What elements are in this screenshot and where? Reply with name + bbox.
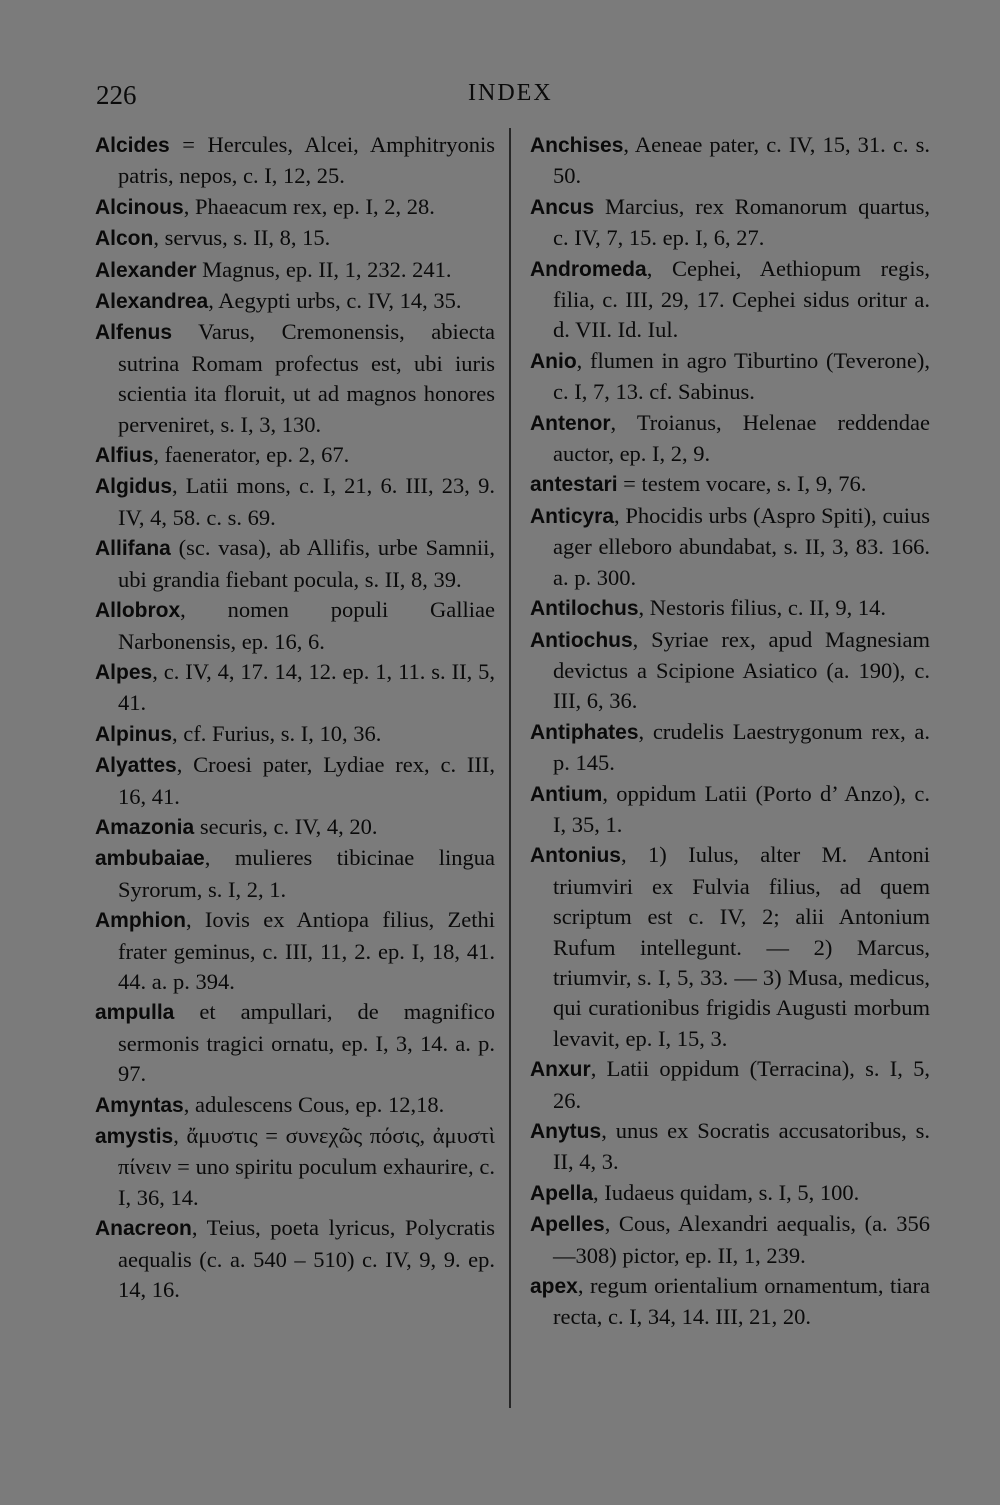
index-entry (530, 469, 930, 500)
entry-headword: Anchises (530, 134, 624, 157)
entry-headword: amystis (95, 1125, 174, 1148)
entry-text: , Cephei, Aethiopum regis, filia, c. III, 29, 17. Cephei sidus oritur a. d. VII. Id. Iul. (553, 255, 930, 343)
entry-text: Marcius, rex Romanorum quartus, c. IV, 7, 15. ep. I, 6, 27. (553, 193, 930, 251)
index-entry (530, 1209, 930, 1271)
entry-headword: Anacreon (95, 1217, 192, 1241)
entry-headword: Alpinus (95, 722, 172, 746)
entry-text: , Aeneae pater, c. IV, 15, 31. c. s. 50. (553, 132, 930, 189)
entry-text: , cf. Furius, s. I, 10, 36. (172, 720, 382, 746)
entry-text: , Iovis ex Antiopa filius, Zethi frater geminus, c. III, 11, 2. ep. I, 18, 41. 44. a. p. 394. (118, 907, 495, 994)
entry-text: , servus, s. II, 8, 15. (153, 225, 331, 251)
entry-headword: Allobrox (95, 599, 181, 623)
index-entry (530, 717, 930, 779)
index-column-right (530, 130, 930, 1333)
entry-text: , Nestoris filius, c. II, 9, 14. (638, 595, 886, 621)
index-entry (95, 533, 495, 595)
entry-text: , unus ex Socratis accusatoribus, s. II, 4, 3. (553, 1118, 930, 1175)
entry-text: , faenerator, ep. 2, 67. (153, 442, 350, 468)
index-entry (530, 840, 930, 1054)
entry-headword: Antenor (530, 411, 611, 435)
entry-headword: Alyattes (95, 754, 177, 778)
index-entry (530, 501, 930, 593)
entry-headword: Alexandrea (95, 290, 209, 314)
entry-headword: Andromeda (530, 257, 647, 281)
index-column-left (95, 130, 495, 1305)
entry-headword: Antilochus (530, 597, 639, 621)
entry-text: , Troianus, Helenae reddendae auctor, ep. I, 2, 9. (553, 409, 930, 467)
entry-text: , Aegypti urbs, c. IV, 14, 35. (208, 288, 462, 314)
entry-text: et ampullari, de magnifico sermonis tragici ornatu, ep. I, 3, 14. a. p. 97. (118, 999, 495, 1087)
index-entry (530, 593, 930, 624)
entry-text: , Phaeacum rex, ep. I, 2, 28. (183, 193, 435, 219)
index-entry (530, 1271, 930, 1333)
index-entry (95, 192, 495, 223)
index-entry (95, 317, 495, 440)
index-entry (95, 1121, 495, 1213)
index-entry (95, 843, 495, 905)
index-entry (530, 779, 930, 841)
entry-headword: Ancus (530, 195, 595, 219)
entry-headword: ambubaiae (95, 847, 205, 871)
entry-text: , Teius, poeta lyricus, Polycratis aequalis (c. a. 540 – 510) c. IV, 9, 9. ep. 14, 16. (118, 1215, 495, 1303)
index-entry (95, 750, 495, 812)
entry-text: , regum orientalium ornamentum, tiara recta, c. I, 34, 14. III, 21, 20. (553, 1273, 930, 1330)
index-entry (95, 223, 495, 254)
entry-text: Varus, Cremonensis, abiecta sutrina Romam profectus est, ubi iuris scientia ita floruit, ut ad magnos honores perveniret, s. I, 3, 130. (118, 319, 495, 437)
index-entry (95, 905, 495, 997)
entry-headword: Alexander (95, 258, 197, 282)
index-entry (95, 657, 495, 719)
index-entry (530, 346, 930, 408)
index-entry (95, 812, 495, 843)
entry-headword: Alpes (95, 660, 153, 684)
entry-headword: ampulla (95, 1001, 175, 1025)
index-entry (530, 192, 930, 254)
entry-text: , Phocidis urbs (Aspro Spiti), cuius ager elleboro abundabat, s. II, 3, 83. 166. a. p. 300. (553, 502, 930, 590)
entry-text: (sc. vasa), ab Allifis, urbe Samnii, ubi grandia fiebant pocula, s. II, 8, 39. (118, 535, 495, 592)
index-entry (95, 595, 495, 657)
entry-headword: Anio (530, 349, 577, 373)
entry-text: securis, c. IV, 4, 20. (194, 813, 378, 839)
index-entry (530, 1054, 930, 1116)
index-entry (530, 1116, 930, 1178)
entry-text: , adulescens Cous, ep. 12,18. (183, 1091, 445, 1117)
entry-headword: Alcides (95, 134, 170, 157)
entry-text: , Latii oppidum (Terracina), s. I, 5, 26. (553, 1056, 930, 1113)
entry-headword: Antiochus (530, 628, 633, 652)
index-entry (95, 471, 495, 533)
entry-text: , Iudaeus quidam, s. I, 5, 100. (593, 1179, 860, 1205)
entry-headword: Anxur (530, 1058, 591, 1082)
entry-text: = testem vocare, s. I, 9, 76. (617, 471, 867, 497)
entry-headword: Allifana (95, 537, 171, 561)
entry-headword: Apelles (530, 1213, 605, 1237)
running-title: INDEX (468, 80, 553, 106)
index-entry (95, 719, 495, 750)
index-entry (95, 286, 495, 317)
column-divider (509, 128, 511, 1408)
entry-headword: Alcinous (95, 195, 184, 219)
entry-headword: Amazonia (95, 815, 195, 839)
index-entry (95, 997, 495, 1089)
entry-text: = Hercules, Alcei, Amphitryonis patris, nepos, c. I, 12, 25. (118, 132, 495, 189)
entry-text: , Cous, Alexandri aequalis, (a. 356—308) pictor, ep. II, 1, 239. (553, 1211, 930, 1268)
entry-text: , mulieres tibicinae lingua Syrorum, s. I, 2, 1. (118, 845, 495, 902)
index-entry (95, 1090, 495, 1121)
entry-headword: Alfius (95, 444, 154, 468)
entry-headword: Antonius (530, 844, 621, 868)
entry-headword: Antiphates (530, 720, 639, 744)
index-entry (530, 130, 930, 192)
entry-text: , Latii mons, c. I, 21, 6. III, 23, 9. IV, 4, 58. c. s. 69. (118, 473, 495, 530)
index-entry (95, 440, 495, 471)
entry-headword: antestari (530, 473, 618, 497)
index-entry (95, 1213, 495, 1305)
index-entry (95, 130, 495, 192)
index-entry (530, 254, 930, 346)
index-entry (95, 255, 495, 286)
entry-headword: Anticyra (530, 504, 615, 528)
entry-text: , flumen in agro Tiburtino (Teverone), c. I, 7, 13. cf. Sabinus. (553, 347, 930, 405)
entry-text: , oppidum Latii (Porto d’ Anzo), c. I, 35, 1. (553, 780, 930, 837)
entry-headword: Antium (530, 782, 603, 806)
entry-text: , c. IV, 4, 17. 14, 12. ep. 1, 11. s. II, 5, 41. (118, 658, 495, 716)
entry-headword: Amyntas (95, 1093, 184, 1117)
entry-headword: Anytus (530, 1120, 602, 1143)
entry-headword: Algidus (95, 475, 172, 499)
entry-text: , Syriae rex, apud Magnesiam devictus a Scipione Asiatico (a. 190), c. III, 6, 36. (553, 626, 930, 714)
entry-text: , nomen populi Galliae Narbonensis, ep. 16, 6. (118, 597, 495, 654)
index-entry (530, 408, 930, 470)
entry-text: , crudelis Laestrygonum rex, a. p. 145. (553, 718, 930, 776)
entry-text: Magnus, ep. II, 1, 232. 241. (196, 256, 452, 282)
entry-headword: Amphion (95, 909, 186, 933)
page-number: 226 (96, 80, 137, 110)
index-entry (530, 1178, 930, 1209)
entry-text: , Croesi pater, Lydiae rex, c. III, 16, 41. (118, 752, 495, 809)
index-entry (530, 625, 930, 717)
entry-text: , ἄμυστις = συνεχῶς πόσις, ἀμυστὶ πίνειν = uno spiritu poculum exhaurire, c. I, 36, 14. (118, 1123, 495, 1210)
entry-headword: apex (530, 1275, 578, 1299)
entry-headword: Alfenus (95, 321, 173, 345)
entry-headword: Apella (530, 1181, 594, 1205)
entry-text: , 1) Iulus, alter M. Antoni triumviri ex Fulvia filius, ad quem scriptum est c. IV, 2; alii Antonium Rufum intellegunt. — 2) Marcus, triumvir, s. I, 5, 33. — 3) Musa, medicus, qui curationibus frigidis Augusti morbum levavit, ep. I, 15, 3. (553, 842, 930, 1051)
entry-headword: Alcon (95, 227, 154, 251)
